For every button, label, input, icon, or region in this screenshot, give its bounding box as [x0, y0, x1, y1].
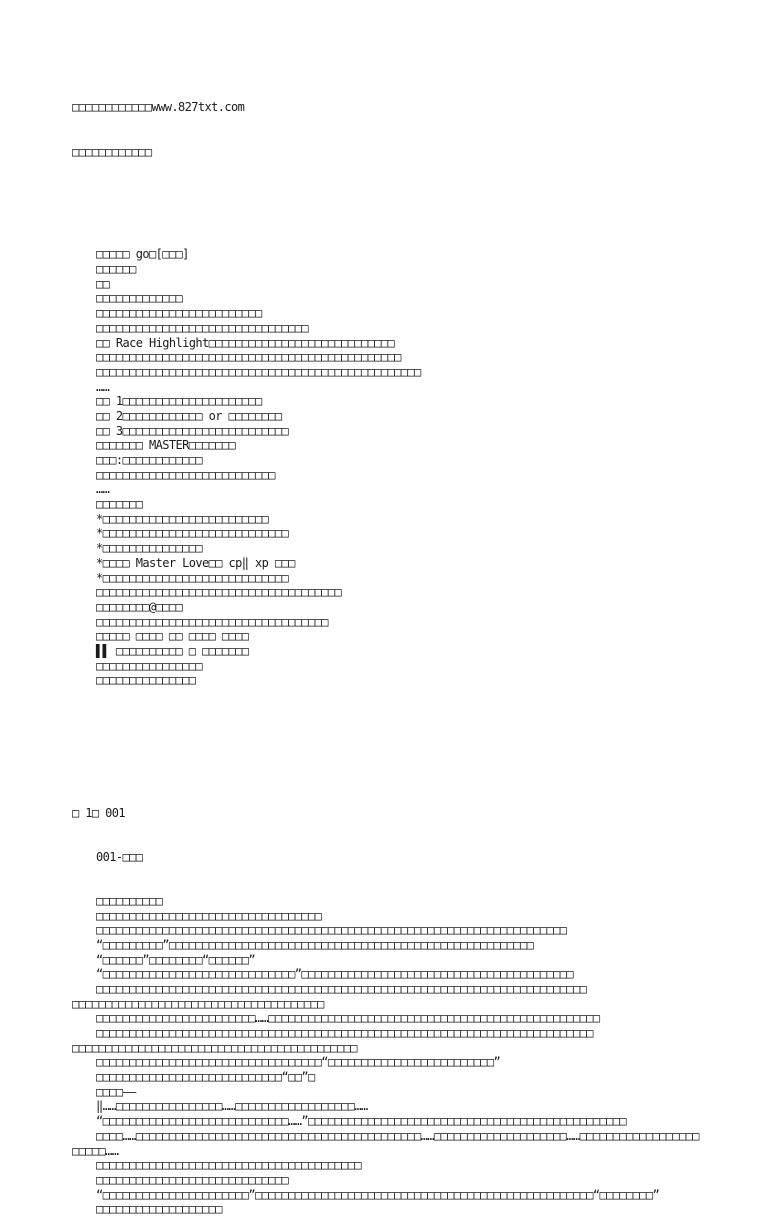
paragraph-line: □□□□□□□□□□□□□□□□□□□□□□□□□□□□□□□□□□□□□□ — [72, 996, 324, 1011]
paragraph-line: □□□□□□□□□□□□□□□□□□□□□□□□□□□□□□□□□□□□□□□□□□□ — [72, 1040, 357, 1055]
paragraph-line: □□□□□…… — [72, 1143, 119, 1158]
intro-line: □□□□□□□□□□□□□□□□□□□□□□□□□ — [96, 306, 262, 321]
intro-line: …… — [96, 482, 110, 497]
intro-line: □□ 3□□□□□□□□□□□□□□□□□□□□□□□□□ — [96, 423, 289, 438]
paragraph-line: □□□□□□□□□□□□□□□□□□□□□□□□□□□□□□□□□□“□□□□□□□□□□□□□□□□□□□□□□□□□” — [96, 1055, 501, 1070]
intro-line: □□□□□ go□[□□□] — [96, 247, 189, 262]
intro-line: □□□□□□□□□□□□□□□□□□□□□□□□□□□□□□□□□□□□□□□□□□□□□□ — [96, 350, 401, 365]
spacer — [72, 189, 712, 204]
paragraph-line: “□□□□□□□□□□□□□□□□□□□□□□□□□□□□……”□□□□□□□□□□□□□□□□□□□□□□□□□□□□□□□□□□□□□□□□□□□□□□□□ — [96, 1114, 626, 1129]
paragraph-line: “□□□□□□□□□□□□□□□□□□□□□□”□□□□□□□□□□□□□□□□□□□□□□□□□□□□□□□□□□□□□□□□□□□□□□□□□□□“□□□□□□□□” — [96, 1187, 660, 1202]
intro-line: …… — [96, 379, 110, 394]
intro-section — [72, 247, 712, 688]
paragraph-line: □□□□□□□□□□□□□□□□□□□□□□□□□□□□□□□□□□ — [96, 908, 322, 923]
chapter-heading: □ 1□ 001 — [72, 805, 125, 820]
paragraph-line: □□□□□□□□□□□□□□□□□□□□□□□□□□□□“□□”□ — [96, 1070, 315, 1085]
paragraph-line: ‖……□□□□□□□□□□□□□□□□……□□□□□□□□□□□□□□□□□□…… — [96, 1099, 368, 1114]
intro-line: □□ 2□□□□□□□□□□□□ or □□□□□□□□ — [96, 408, 282, 423]
intro-line: *□□□□□□□□□□□□□□□□□□□□□□□□□□□□ — [96, 570, 289, 585]
paragraph-line: □□□□□□□□□□ — [96, 893, 163, 908]
document-body — [72, 71, 712, 1232]
intro-line: □□□□□□ — [96, 262, 136, 277]
spacer — [72, 732, 712, 761]
intro-line: *□□□□ Master Love□□ cp‖ xp □□□ — [96, 555, 295, 570]
intro-line: □□□□□□□□□□□□□□□□ — [96, 658, 202, 673]
paragraph-line: □□□□—— — [96, 1084, 136, 1099]
paragraph-line: □□□□□□□□□□□□□□□□□□□□□□□□□□□□□ — [96, 1172, 289, 1187]
intro-line: □□□:□□□□□□□□□□□□ — [96, 453, 202, 468]
paragraph-line: □□□□□□□□□□□□□□□□□□□ — [96, 1202, 222, 1217]
intro-line: *□□□□□□□□□□□□□□□□□□□□□□□□□ — [96, 511, 269, 526]
paragraph-line: “□□□□□□□□□□□□□□□□□□□□□□□□□□□□□”□□□□□□□□□□□□□□□□□□□□□□□□□□□□□□□□□□□□□□□□□ — [96, 967, 573, 982]
intro-line: □□□□□□□□□□□□□□□□□□□□□□□□□□□□□□□□ — [96, 320, 308, 335]
intro-line: □□□□□□□ — [96, 497, 143, 512]
paragraph-line: □□□□□□□□□□□□□□□□□□□□□□□□□□□□□□□□□□□□□□□□□□□□□□□□□□□□□□□□□□□□□□□□□□□□□□□□□□□ — [96, 1026, 593, 1040]
intro-line: □□ 1□□□□□□□□□□□□□□□□□□□□□ — [96, 394, 262, 409]
intro-line: □□□□□□□□□□□□□□□□□□□□□□□□□□□□□□□□□□□□□□□□□□□□□□□□□ — [96, 364, 421, 379]
intro-line: □□□□□□□□@□□□□ — [96, 599, 183, 614]
paragraph-line: “□□□□□□□□□”□□□□□□□□□□□□□□□□□□□□□□□□□□□□□□□□□□□□□□□□□□□□□□□□□□□□□□□ — [96, 937, 534, 952]
intro-line: □□□□□□□□□□□□□□□□□□□□□□□□□□□□□□□□□□□ — [96, 614, 328, 629]
intro-line: □□ — [96, 276, 110, 291]
intro-line: □□□□□□□□□□□□□□□□□□□□□□□□□□□ — [96, 467, 275, 482]
intro-line: □□□□□ □□□□ □□ □□□□ □□□□ — [96, 629, 249, 644]
intro-line: □□□□□□□□□□□□□ — [96, 291, 183, 306]
paragraph-line: “□□□□□□”□□□□□□□□“□□□□□□” — [96, 952, 255, 967]
paragraph-line: □□□□□□□□□□□□□□□□□□□□□□□□□□□□□□□□□□□□□□□□□□□□□□□□□□□□□□□□□□□□□□□□□□□□□□□□□□ — [96, 981, 587, 996]
intro-line: □□□□□□□□□□□□□□□□□□□□□□□□□□□□□□□□□□□□□ — [96, 585, 342, 600]
chapter-body — [72, 894, 712, 1217]
paragraph-line: □□□□□□□□□□□□□□□□□□□□□□□□□□□□□□□□□□□□□□□□ — [96, 1158, 361, 1173]
intro-line: *□□□□□□□□□□□□□□□□□□□□□□□□□□□□ — [96, 526, 289, 541]
paragraph-line: □□□□□□□□□□□□□□□□□□□□□□□□……□□□□□□□□□□□□□□□□□□□□□□□□□□□□□□□□□□□□□□□□□□□□□□□□□□ — [96, 1011, 600, 1026]
header-line-2: □□□□□□□□□□□□ — [72, 144, 152, 159]
intro-line: □□ Race Highlight□□□□□□□□□□□□□□□□□□□□□□□□□□□□ — [96, 335, 395, 350]
paragraph-line: □□□□□□□□□□□□□□□□□□□□□□□□□□□□□□□□□□□□□□□□□□□□□□□□□□□□□□□□□□□□□□□□□□□□□□□ — [96, 923, 567, 938]
intro-line: *□□□□□□□□□□□□□□□ — [96, 541, 202, 556]
paragraph-line: □□□□……□□□□□□□□□□□□□□□□□□□□□□□□□□□□□□□□□□□□□□□□□□□……□□□□□□□□□□□□□□□□□□□□……□□□□□□□□□□□□□□□□□□ — [96, 1128, 699, 1143]
intro-line: □□□□□□□□□□□□□□□ — [96, 673, 196, 688]
header-line-1: □□□□□□□□□□□□www.827txt.com — [72, 100, 245, 115]
intro-line: □□□□□□□ MASTER□□□□□□□ — [96, 438, 236, 453]
chapter-subheading: 001-□□□ — [96, 849, 143, 864]
intro-line: ▌▌ □□□□□□□□□□ □ □□□□□□□ — [96, 643, 249, 658]
